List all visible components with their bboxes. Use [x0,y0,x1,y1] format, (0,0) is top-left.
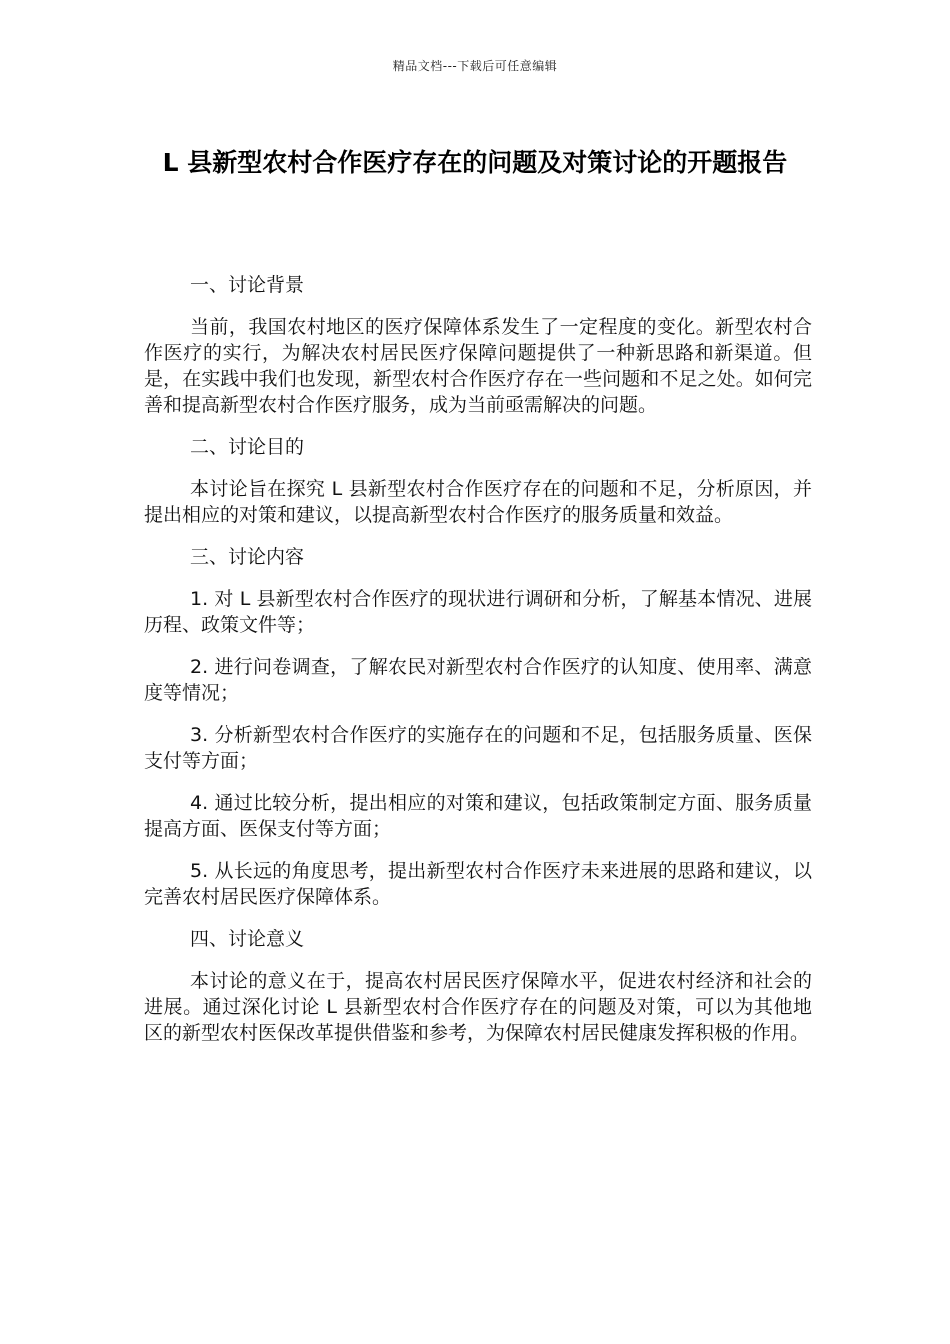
section-heading-purpose: 二、讨论目的 [190,436,305,458]
paragraph-significance: 本讨论的意义在于，提高农村居民医疗保障水平，促进农村经济和社会的进展。通过深化讨论 L 县新型农村合作医疗存在的问题及对策，可以为其他地区的新型农村医保改革提供借鉴和参考，为保障农村居民健康发挥积极的作用。 [144,970,812,1044]
paragraph-purpose: 本讨论旨在探究 L 县新型农村合作医疗存在的问题和不足，分析原因，并提出相应的对策和建议，以提高新型农村合作医疗的服务质量和效益。 [144,478,812,526]
section-heading-content: 三、讨论内容 [190,546,305,568]
list-item: 2. 进行问卷调查，了解农民对新型农村合作医疗的认知度、使用率、满意度等情况； [144,656,812,704]
list-item: 3. 分析新型农村合作医疗的实施存在的问题和不足，包括服务质量、医保支付等方面； [144,724,812,772]
section-heading-significance: 四、讨论意义 [190,928,305,950]
section-heading-background: 一、讨论背景 [190,274,305,296]
list-item: 4. 通过比较分析，提出相应的对策和建议，包括政策制定方面、服务质量提高方面、医保支付等方面； [144,792,812,840]
document-body [144,272,812,1062]
list-item: 1. 对 L 县新型农村合作医疗的现状进行调研和分析，了解基本情况、进展历程、政策文件等； [144,588,812,636]
document-title: L 县新型农村合作医疗存在的问题及对策讨论的开题报告 [162,148,788,177]
paragraph-background: 当前，我国农村地区的医疗保障体系发生了一定程度的变化。新型农村合作医疗的实行，为解决农村居民医疗保障问题提供了一种新思路和新渠道。但是，在实践中我们也发现，新型农村合作医疗存在一些问题和不足之处。如何完善和提高新型农村合作医疗服务，成为当前亟需解决的问题。 [144,316,812,416]
header-note: 精品文档---下载后可任意编辑 [392,59,558,73]
list-item: 5. 从长远的角度思考，提出新型农村合作医疗未来进展的思路和建议，以完善农村居民医疗保障体系。 [144,860,812,908]
